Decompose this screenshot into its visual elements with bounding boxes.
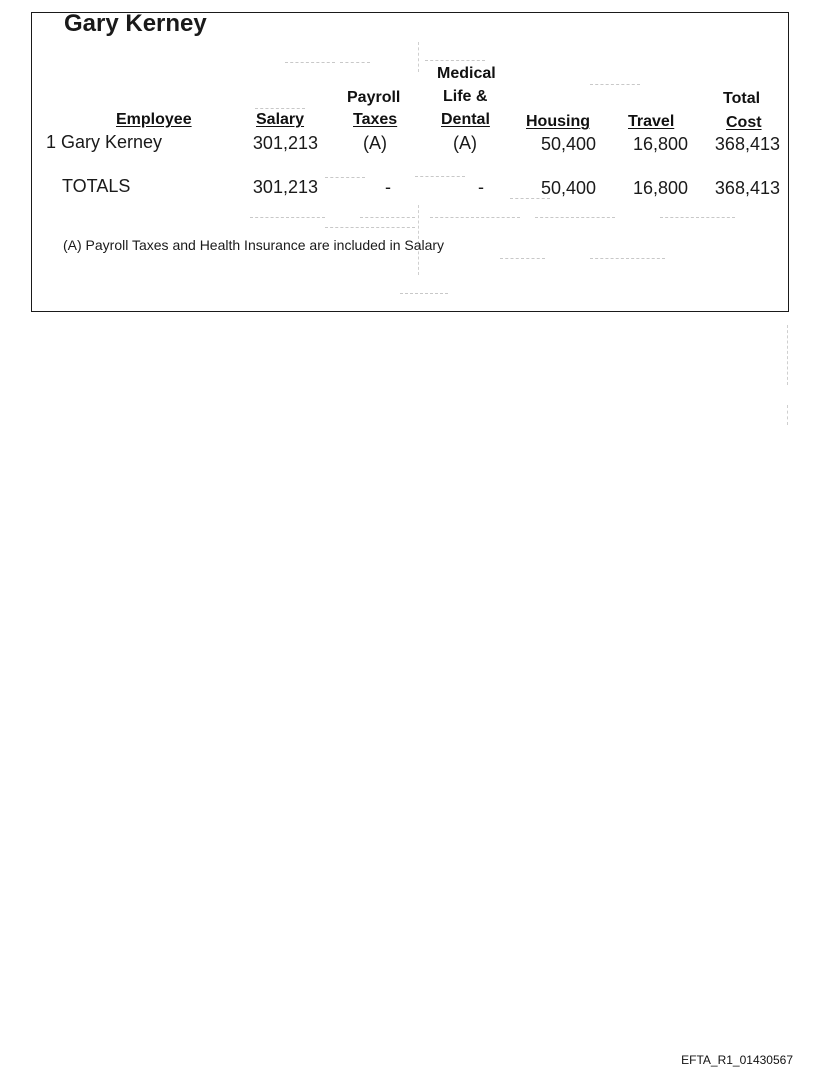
scan-artifact (430, 217, 520, 218)
scan-artifact (535, 217, 615, 218)
totals-medical: - (478, 177, 484, 197)
row-housing: 50,400 (540, 134, 596, 154)
header-total-line2: Cost (726, 114, 762, 131)
header-housing: Housing (526, 113, 590, 130)
header-travel: Travel (628, 113, 675, 130)
scan-artifact (250, 217, 325, 218)
header-medical-line3: Dental (441, 111, 490, 128)
header-payroll-line2: Taxes (353, 111, 398, 128)
scan-artifact (590, 258, 665, 259)
row-salary: 301,213 (252, 133, 318, 153)
totals-travel: 16,800 (632, 178, 688, 198)
scan-artifact (590, 84, 640, 85)
scan-artifact (340, 62, 370, 63)
scan-artifact (787, 325, 788, 385)
header-total-line1: Total (723, 90, 761, 107)
scan-artifact (285, 62, 335, 63)
scan-artifact (255, 108, 305, 109)
totals-housing: 50,400 (540, 178, 596, 198)
totals-total: 368,413 (714, 178, 780, 198)
header-payroll-line1: Payroll (347, 89, 401, 106)
document-id: EFTA_R1_01430567 (681, 1053, 793, 1067)
scan-artifact (400, 293, 448, 294)
page-title: Gary Kerney (64, 10, 207, 37)
row-medical: (A) (453, 133, 477, 153)
scan-artifact (325, 177, 365, 178)
scan-artifact (360, 217, 415, 218)
header-medical-line2: Life & (443, 88, 488, 105)
header-medical-line1: Medical (437, 65, 496, 82)
totals-salary: 301,213 (252, 177, 318, 197)
scan-artifact (425, 60, 485, 61)
row-employee: 1 Gary Kerney (46, 132, 163, 152)
scan-artifact (415, 176, 465, 177)
totals-payroll-taxes: - (385, 177, 391, 197)
row-total: 368,413 (714, 134, 780, 154)
scan-artifact (660, 217, 735, 218)
scan-artifact (787, 405, 788, 425)
scan-artifact (418, 42, 419, 72)
scan-artifact (500, 258, 545, 259)
row-payroll-taxes: (A) (363, 133, 387, 153)
header-employee: Employee (116, 111, 192, 128)
header-salary: Salary (256, 111, 305, 128)
table-frame (31, 12, 789, 312)
scan-artifact (325, 227, 415, 228)
footnote: (A) Payroll Taxes and Health Insurance are included in Salary (63, 237, 445, 253)
totals-label: TOTALS (62, 176, 131, 196)
row-travel: 16,800 (632, 134, 688, 154)
